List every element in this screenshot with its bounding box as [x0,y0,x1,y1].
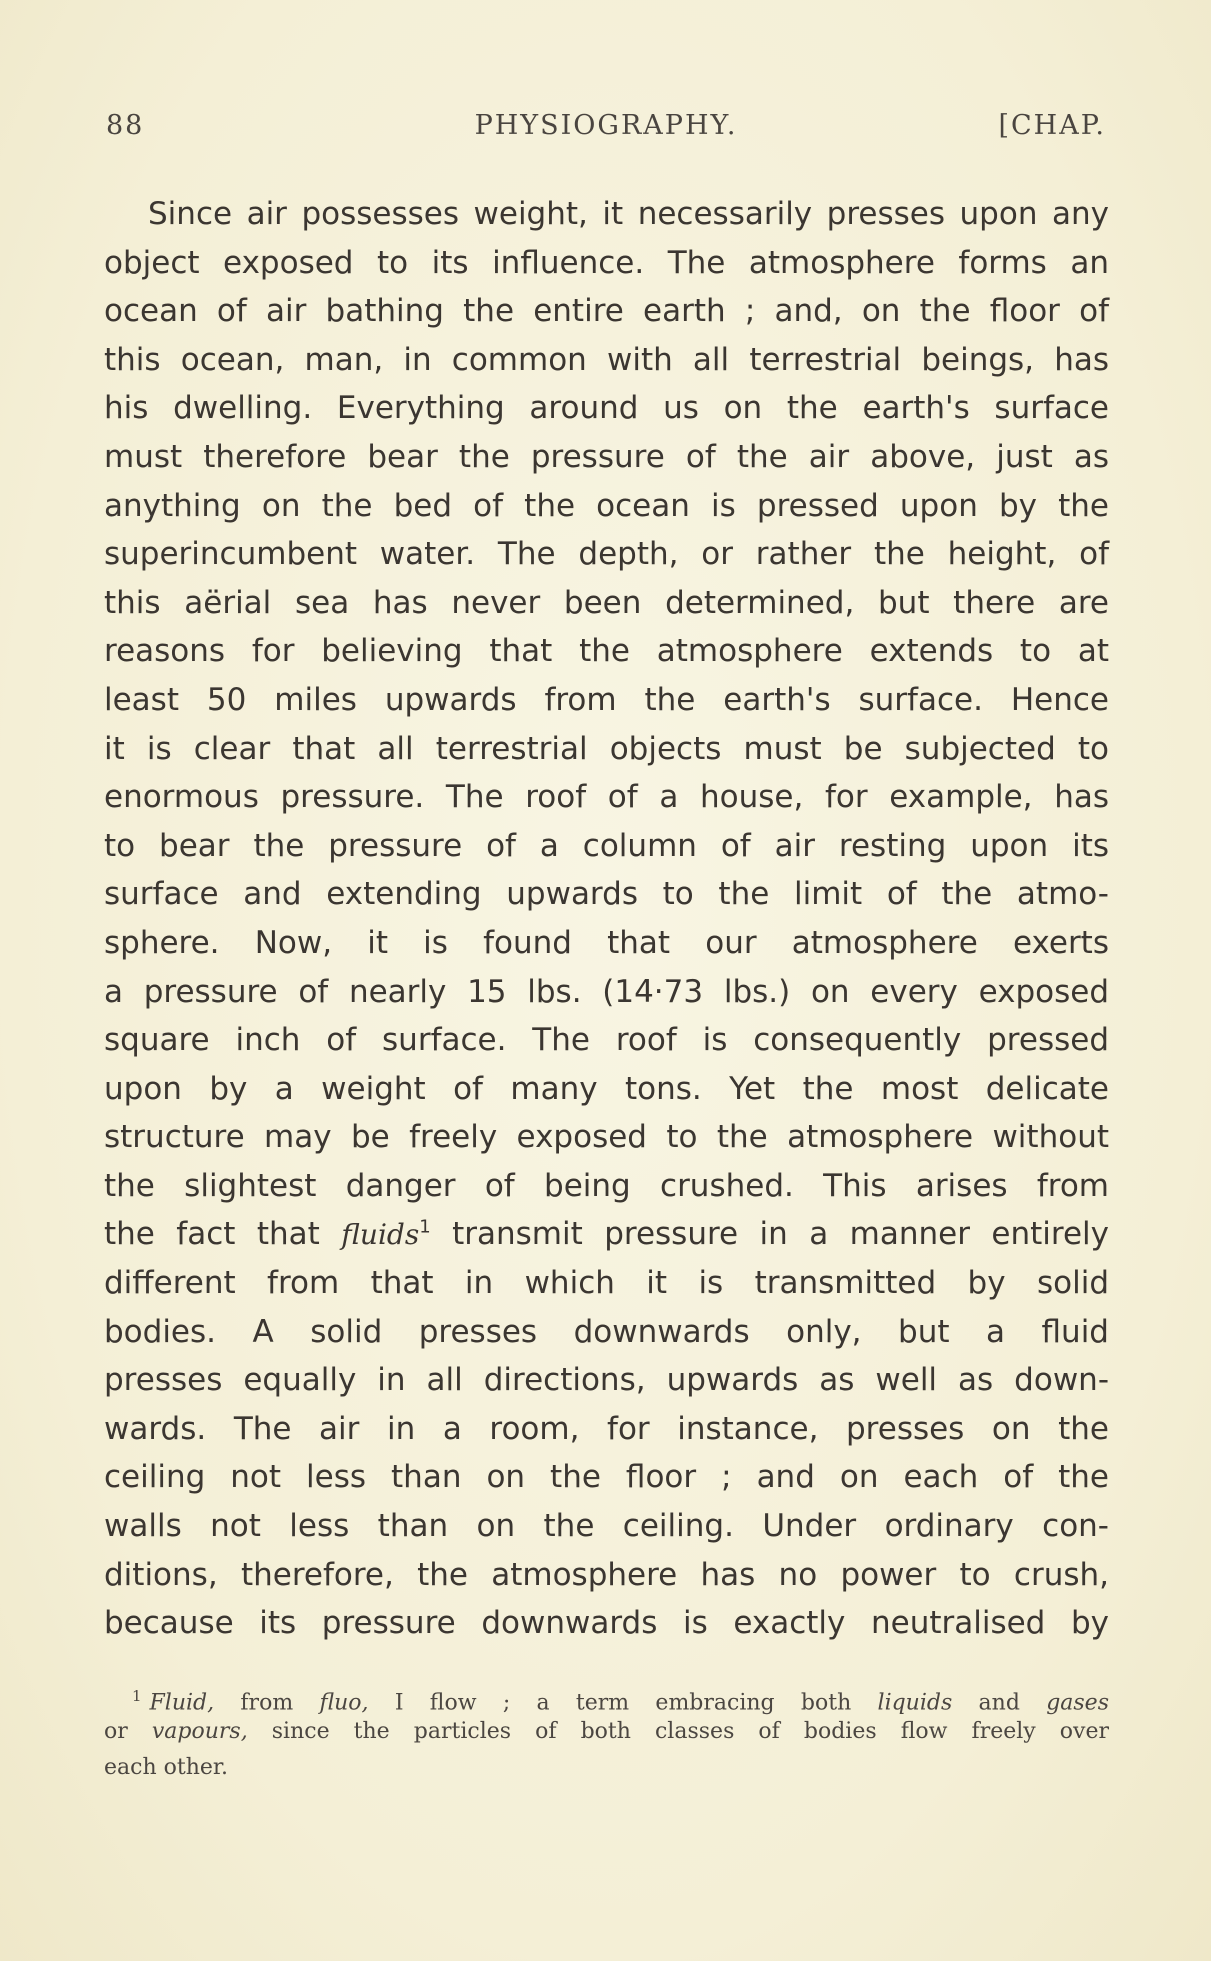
text-line: this ocean, man, in common with all terrestrial beings, has [104,341,1109,378]
text-line: to bear the pressure of a column of air resting upon its [104,827,1109,864]
footnote [104,1678,1109,1786]
text-line: presses equally in all directions, upwards as well as down- [104,1362,1109,1399]
body-text [104,190,1109,1648]
page-header [106,110,1106,150]
page-number: 88 [106,110,145,141]
text-line: it is clear that all terrestrial objects must be subjected to [104,730,1109,767]
footnote-text: and [952,1690,1047,1716]
text-line: ceiling not less than on the floor ; and on each of the [104,1459,1109,1496]
chapter-marker: [CHAP. [998,110,1106,141]
text-line: the slightest danger of being crushed. This arises from [104,1167,1109,1204]
footnote-text: I flow ; a term embracing both [368,1690,878,1716]
text-line: Since air possesses weight, it necessarily presses upon any [148,196,1109,232]
text-line: enormous pressure. The roof of a house, for example, has [104,779,1109,816]
footnote-text: or [104,1719,152,1744]
text-line: reasons for believing that the atmosphere extends to at [104,633,1109,670]
text-line: ditions, therefore, the atmosphere has no power to crush, [104,1556,1109,1593]
text-line: square inch of surface. The roof is consequently pressed [104,1022,1109,1059]
footnote-reference: 1 [419,1217,431,1239]
text-line: his dwelling. Everything around us on the earth's surface [104,390,1109,427]
text-line: surface and extending upwards to the limit of the atmo- [104,876,1109,913]
footnote-term: liquids [877,1690,953,1716]
footnote-term: fluo, [319,1690,369,1716]
text-line: sphere. Now, it is found that our atmosphere exerts [104,924,1109,961]
italic-term: fluids [341,1218,420,1252]
text-segment: transmit pressure in a manner entirely [430,1216,1109,1253]
footnote-term: vapours, [151,1719,248,1744]
footnote-marker: 1 [132,1687,142,1705]
text-line: walls not less than on the ceiling. Under ordinary con- [104,1508,1109,1545]
footnote-line [104,1714,1109,1750]
text-line: a pressure of nearly 15 lbs. (14·73 lbs.) on every exposed [104,973,1109,1010]
text-line: object exposed to its influence. The atmosphere forms an [104,244,1109,281]
text-line: wards. The air in a room, for instance, presses on the [104,1410,1109,1447]
running-title: PHYSIOGRAPHY. [474,110,738,141]
footnote-text: since the particles of both classes of bodies flow freely over [247,1719,1109,1744]
text-line: bodies. A solid presses downwards only, but a fluid [104,1313,1109,1350]
footnote-term: gases [1046,1690,1109,1716]
text-segment: the fact that [104,1216,342,1253]
text-line-fluids [104,1210,1109,1259]
text-line: this aërial sea has never been determined, but there are [104,584,1109,621]
footnote-line [104,1678,1109,1714]
text-line: superincumbent water. The depth, or rather the height, of [104,536,1109,573]
text-line: must therefore bear the pressure of the air above, just as [104,438,1109,475]
text-line: anything on the bed of the ocean is pressed upon by the [104,487,1109,524]
footnote-text: from [214,1690,320,1716]
text-line: different from that in which it is transmitted by solid [104,1265,1109,1302]
footnote-line: each other. [104,1755,228,1780]
text-line: structure may be freely exposed to the atmosphere without [104,1119,1109,1156]
text-line: least 50 miles upwards from the earth's surface. Hence [104,681,1109,718]
footnote-term: Fluid, [149,1690,215,1716]
text-line: upon by a weight of many tons. Yet the most delicate [104,1070,1109,1107]
text-line: ocean of air bathing the entire earth ; and, on the floor of [104,293,1109,330]
text-line: because its pressure downwards is exactly neutralised by [104,1605,1109,1642]
